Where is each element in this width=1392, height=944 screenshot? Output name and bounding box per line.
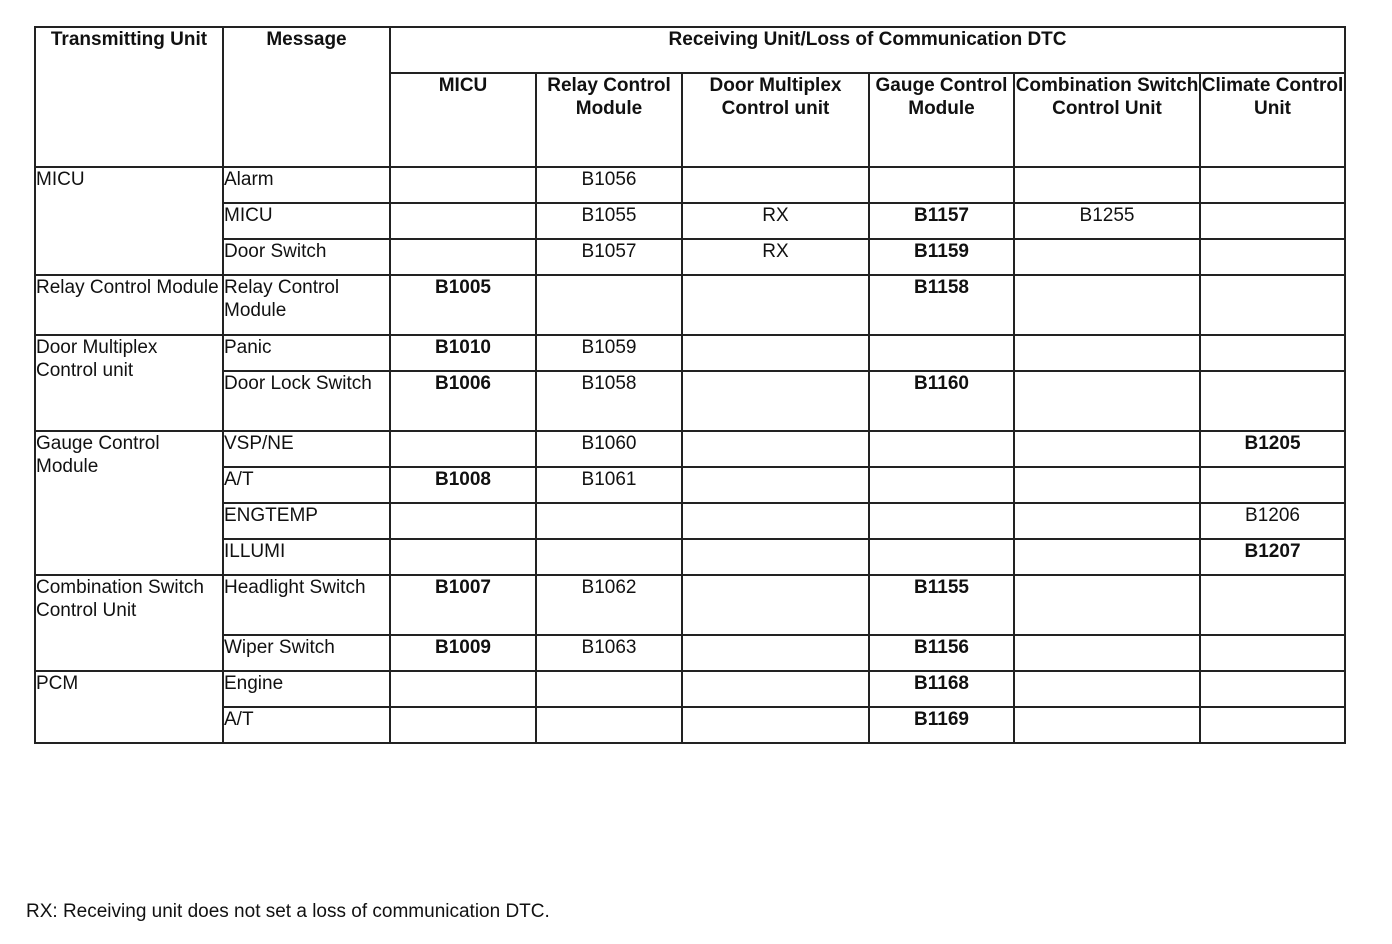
dtc-cell [390,671,536,707]
message-cell: VSP/NE [223,431,390,467]
message-cell: Door Lock Switch [223,371,390,431]
dtc-cell: B1056 [536,167,682,203]
dtc-cell [682,539,869,575]
table-row [35,239,1345,275]
dtc-cell [869,467,1014,503]
dtc-cell: B1156 [869,635,1014,671]
table-row [35,707,1345,743]
dtc-cell [682,371,869,431]
dtc-cell: B1006 [390,371,536,431]
dtc-table-body [35,167,1345,743]
dtc-cell [1014,167,1200,203]
dtc-cell [682,503,869,539]
dtc-cell [1200,203,1345,239]
dtc-cell [390,539,536,575]
table-row [35,371,1345,431]
dtc-cell [1014,707,1200,743]
header-receiving-unit: Receiving Unit/Loss of Communication DTC [390,27,1345,73]
table-row [35,167,1345,203]
dtc-cell [682,635,869,671]
dtc-cell [1014,431,1200,467]
dtc-cell: B1058 [536,371,682,431]
dtc-cell: B1063 [536,635,682,671]
message-cell: Engine [223,671,390,707]
dtc-cell [390,707,536,743]
table-row [35,575,1345,635]
dtc-cell [1014,671,1200,707]
dtc-cell [390,239,536,275]
dtc-cell: B1255 [1014,203,1200,239]
table-row [35,335,1345,371]
header-col-combination-switch-control-unit: Combination Switch Control Unit [1014,73,1200,167]
table-row [35,635,1345,671]
table-row [35,275,1345,335]
dtc-cell [1200,671,1345,707]
message-cell: Wiper Switch [223,635,390,671]
header-col-relay-control-module: Relay Control Module [536,73,682,167]
dtc-cell [1014,575,1200,635]
transmitting-unit-cell: Relay Control Module [35,275,223,335]
dtc-cell [390,203,536,239]
dtc-cell [682,275,869,335]
dtc-cell [536,539,682,575]
message-cell: A/T [223,467,390,503]
message-cell: Alarm [223,167,390,203]
header-col-door-multiplex-control-unit: Door Multiplex Control unit [682,73,869,167]
dtc-cell [390,167,536,203]
dtc-cell [1014,539,1200,575]
dtc-cell [682,575,869,635]
dtc-cell: B1059 [536,335,682,371]
header-col-micu: MICU [390,73,536,167]
table-row [35,503,1345,539]
message-cell: Panic [223,335,390,371]
table-row [35,203,1345,239]
dtc-cell: B1061 [536,467,682,503]
dtc-cell [536,707,682,743]
table-row [35,671,1345,707]
dtc-cell: B1007 [390,575,536,635]
dtc-cell [869,167,1014,203]
dtc-cell [869,539,1014,575]
transmitting-unit-cell: Combination Switch Control Unit [35,575,223,671]
dtc-cell: B1055 [536,203,682,239]
dtc-cell [682,335,869,371]
dtc-cell: B1158 [869,275,1014,335]
dtc-cell: B1157 [869,203,1014,239]
dtc-cell [536,275,682,335]
dtc-cell: B1207 [1200,539,1345,575]
dtc-cell: B1009 [390,635,536,671]
dtc-cell: B1159 [869,239,1014,275]
dtc-cell: B1160 [869,371,1014,431]
dtc-cell [1200,467,1345,503]
dtc-cell [1014,635,1200,671]
dtc-cell [1014,239,1200,275]
dtc-cell: B1206 [1200,503,1345,539]
dtc-cell [1014,335,1200,371]
dtc-cell: B1062 [536,575,682,635]
dtc-cell [1200,167,1345,203]
dtc-cell: RX [682,239,869,275]
message-cell: Door Switch [223,239,390,275]
message-cell: MICU [223,203,390,239]
dtc-cell [1014,503,1200,539]
dtc-cell [1200,575,1345,635]
dtc-cell [1014,371,1200,431]
header-message: Message [223,27,390,167]
dtc-cell [1014,275,1200,335]
dtc-cell: B1169 [869,707,1014,743]
dtc-cell [390,431,536,467]
table-row [35,539,1345,575]
dtc-cell: B1060 [536,431,682,467]
transmitting-unit-cell: Door Multiplex Control unit [35,335,223,431]
dtc-cell [1200,707,1345,743]
message-cell: Headlight Switch [223,575,390,635]
dtc-cell [536,503,682,539]
transmitting-unit-cell: MICU [35,167,223,275]
dtc-cell [682,467,869,503]
dtc-cell: B1005 [390,275,536,335]
dtc-cell: B1010 [390,335,536,371]
dtc-cell: B1008 [390,467,536,503]
dtc-cell [1200,371,1345,431]
dtc-cell: RX [682,203,869,239]
footnote: RX: Receiving unit does not set a loss of communication DTC. [26,901,550,922]
dtc-cell [1200,335,1345,371]
dtc-cell [1200,635,1345,671]
dtc-cell [682,167,869,203]
dtc-cell [869,503,1014,539]
message-cell: ENGTEMP [223,503,390,539]
dtc-cell [869,431,1014,467]
transmitting-unit-cell: PCM [35,671,223,743]
dtc-cell [869,335,1014,371]
dtc-cell [682,671,869,707]
header-transmitting-unit: Transmitting Unit [35,27,223,167]
dtc-cell [1014,467,1200,503]
dtc-cell: B1155 [869,575,1014,635]
message-cell: A/T [223,707,390,743]
transmitting-unit-cell: Gauge Control Module [35,431,223,575]
message-cell: Relay Control Module [223,275,390,335]
dtc-cell [682,707,869,743]
header-col-climate-control-unit: Climate Control Unit [1200,73,1345,167]
dtc-cell: B1057 [536,239,682,275]
dtc-cell: B1168 [869,671,1014,707]
dtc-cell [390,503,536,539]
table-row [35,431,1345,467]
dtc-cell [536,671,682,707]
dtc-cell [1200,275,1345,335]
dtc-cell [1200,239,1345,275]
table-row [35,467,1345,503]
message-cell: ILLUMI [223,539,390,575]
dtc-cell [682,431,869,467]
dtc-cell: B1205 [1200,431,1345,467]
header-col-gauge-control-module: Gauge Control Module [869,73,1014,167]
dtc-table [34,26,1346,744]
